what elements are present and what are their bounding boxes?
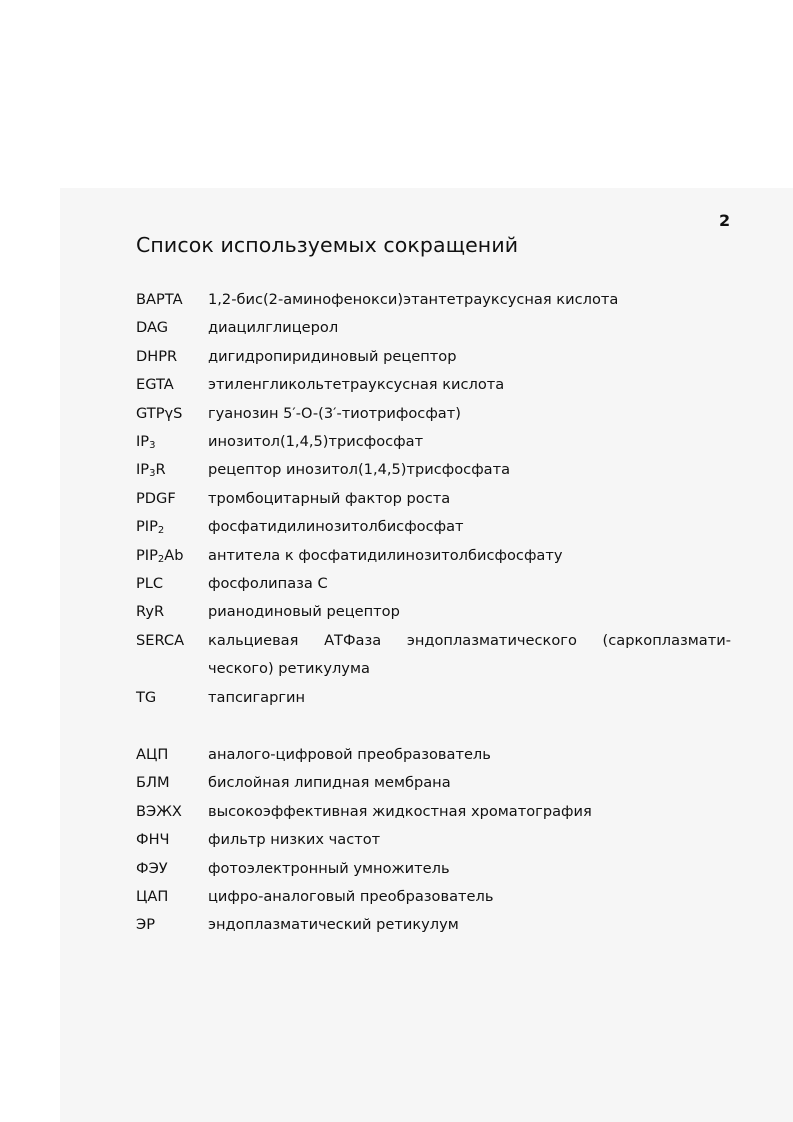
definition: бислойная липидная мембрана	[208, 774, 451, 792]
definition-continuation: ческого) ретикулума	[208, 660, 370, 678]
abbreviation: БЛМ	[136, 774, 170, 792]
abbreviation-row	[136, 826, 731, 854]
definition: фосфатидилинозитолбисфосфат	[208, 518, 464, 536]
abbreviation-row	[136, 485, 731, 513]
definition: рецептор инозитол(1,4,5)трисфосфата	[208, 461, 511, 479]
abbreviation-subscript: 3	[149, 440, 156, 452]
abbreviation: GTPγS	[136, 404, 183, 422]
abbreviation-row	[136, 286, 731, 314]
abbreviation-row	[136, 741, 731, 769]
abbreviation-subscript: 2	[157, 553, 165, 565]
page-title: Список используемых сокращений	[136, 233, 519, 257]
abbreviation-row	[136, 883, 731, 911]
abbreviation: RyR	[136, 603, 165, 621]
definition: кальциевая АТФаза эндоплазматического (саркоплазмати-	[208, 631, 731, 649]
abbreviation-row	[136, 598, 731, 626]
abbreviation-row	[136, 513, 731, 541]
abbreviation-row	[136, 769, 731, 797]
definition: фильтр низких частот	[208, 831, 381, 849]
abbreviation-row	[136, 570, 731, 598]
definition: этиленгликольтетрауксусная кислота	[208, 376, 505, 394]
abbreviation: АЦП	[136, 746, 169, 763]
abbreviation-main: IP	[136, 433, 150, 451]
abbreviation-subscript: 3	[149, 468, 156, 480]
abbreviation-main: IP	[136, 461, 150, 479]
definition: высокоэффективная жидкостная хроматография	[208, 802, 592, 820]
abbreviation: ЦАП	[136, 888, 169, 906]
page-number: 2	[719, 211, 731, 230]
abbreviation-tail: Ab	[164, 546, 184, 564]
abbreviation: PLC	[136, 575, 164, 593]
definition: 1,2-бис(2-аминофенокси)этантетрауксусная кислота	[208, 291, 619, 308]
abbreviation-tail: R	[155, 461, 166, 479]
abbreviation-row	[136, 911, 731, 939]
abbreviation: PDGF	[136, 489, 176, 507]
abbreviation: DAG	[136, 319, 169, 337]
abbreviation	[136, 456, 208, 484]
abbreviation: ЭР	[136, 916, 155, 934]
abbreviation: ФНЧ	[136, 831, 170, 849]
definition: инозитол(1,4,5)трисфосфат	[208, 433, 424, 451]
abbreviation-main: PIP	[136, 546, 158, 564]
definition: фосфолипаза C	[208, 575, 328, 593]
abbreviation-row	[136, 400, 731, 428]
abbreviation-row	[136, 627, 731, 655]
definition: эндоплазматический ретикулум	[208, 916, 459, 934]
abbreviation-row	[136, 855, 731, 883]
abbreviation-row	[136, 371, 731, 399]
definition: антитела к фосфатидилинозитолбисфосфату	[208, 546, 563, 564]
definition: цифро-аналоговый преобразователь	[208, 888, 494, 906]
abbreviation: ВЭЖХ	[136, 802, 182, 820]
definition: рианодиновый рецептор	[208, 603, 400, 621]
abbreviation	[136, 513, 208, 541]
abbreviation-row	[136, 456, 731, 484]
abbreviation-row	[136, 542, 731, 570]
definition: гуанозин 5′-O-(3′-тиотрифосфат)	[208, 404, 461, 422]
definition: дигидропиридиновый рецептор	[208, 347, 457, 365]
abbreviation: TG	[136, 688, 157, 706]
abbreviation-main: PIP	[136, 518, 158, 536]
abbreviation: EGTA	[136, 376, 174, 394]
abbreviation: ФЭУ	[136, 859, 168, 877]
cyrillic-abbreviation-list	[136, 741, 731, 940]
abbreviation-subscript: 2	[157, 525, 165, 537]
abbreviation-row	[136, 314, 731, 342]
abbreviation: DHPR	[136, 347, 178, 365]
definition: аналого-цифровой преобразователь	[208, 746, 491, 763]
abbreviation	[136, 428, 208, 456]
abbreviation-row	[136, 428, 731, 456]
latin-abbreviation-list	[136, 286, 731, 712]
abbreviation-row	[136, 343, 731, 371]
abbreviation-row	[136, 798, 731, 826]
definition: диацилглицерол	[208, 319, 339, 337]
definition: тапсигаргин	[208, 688, 306, 706]
abbreviation: BAPTA	[136, 291, 183, 308]
abbreviation-row	[136, 684, 731, 712]
definition: тромбоцитарный фактор роста	[208, 489, 451, 507]
abbreviation	[136, 542, 208, 570]
abbreviation: SERCA	[136, 631, 185, 649]
definition: фотоэлектронный умножитель	[208, 859, 450, 877]
